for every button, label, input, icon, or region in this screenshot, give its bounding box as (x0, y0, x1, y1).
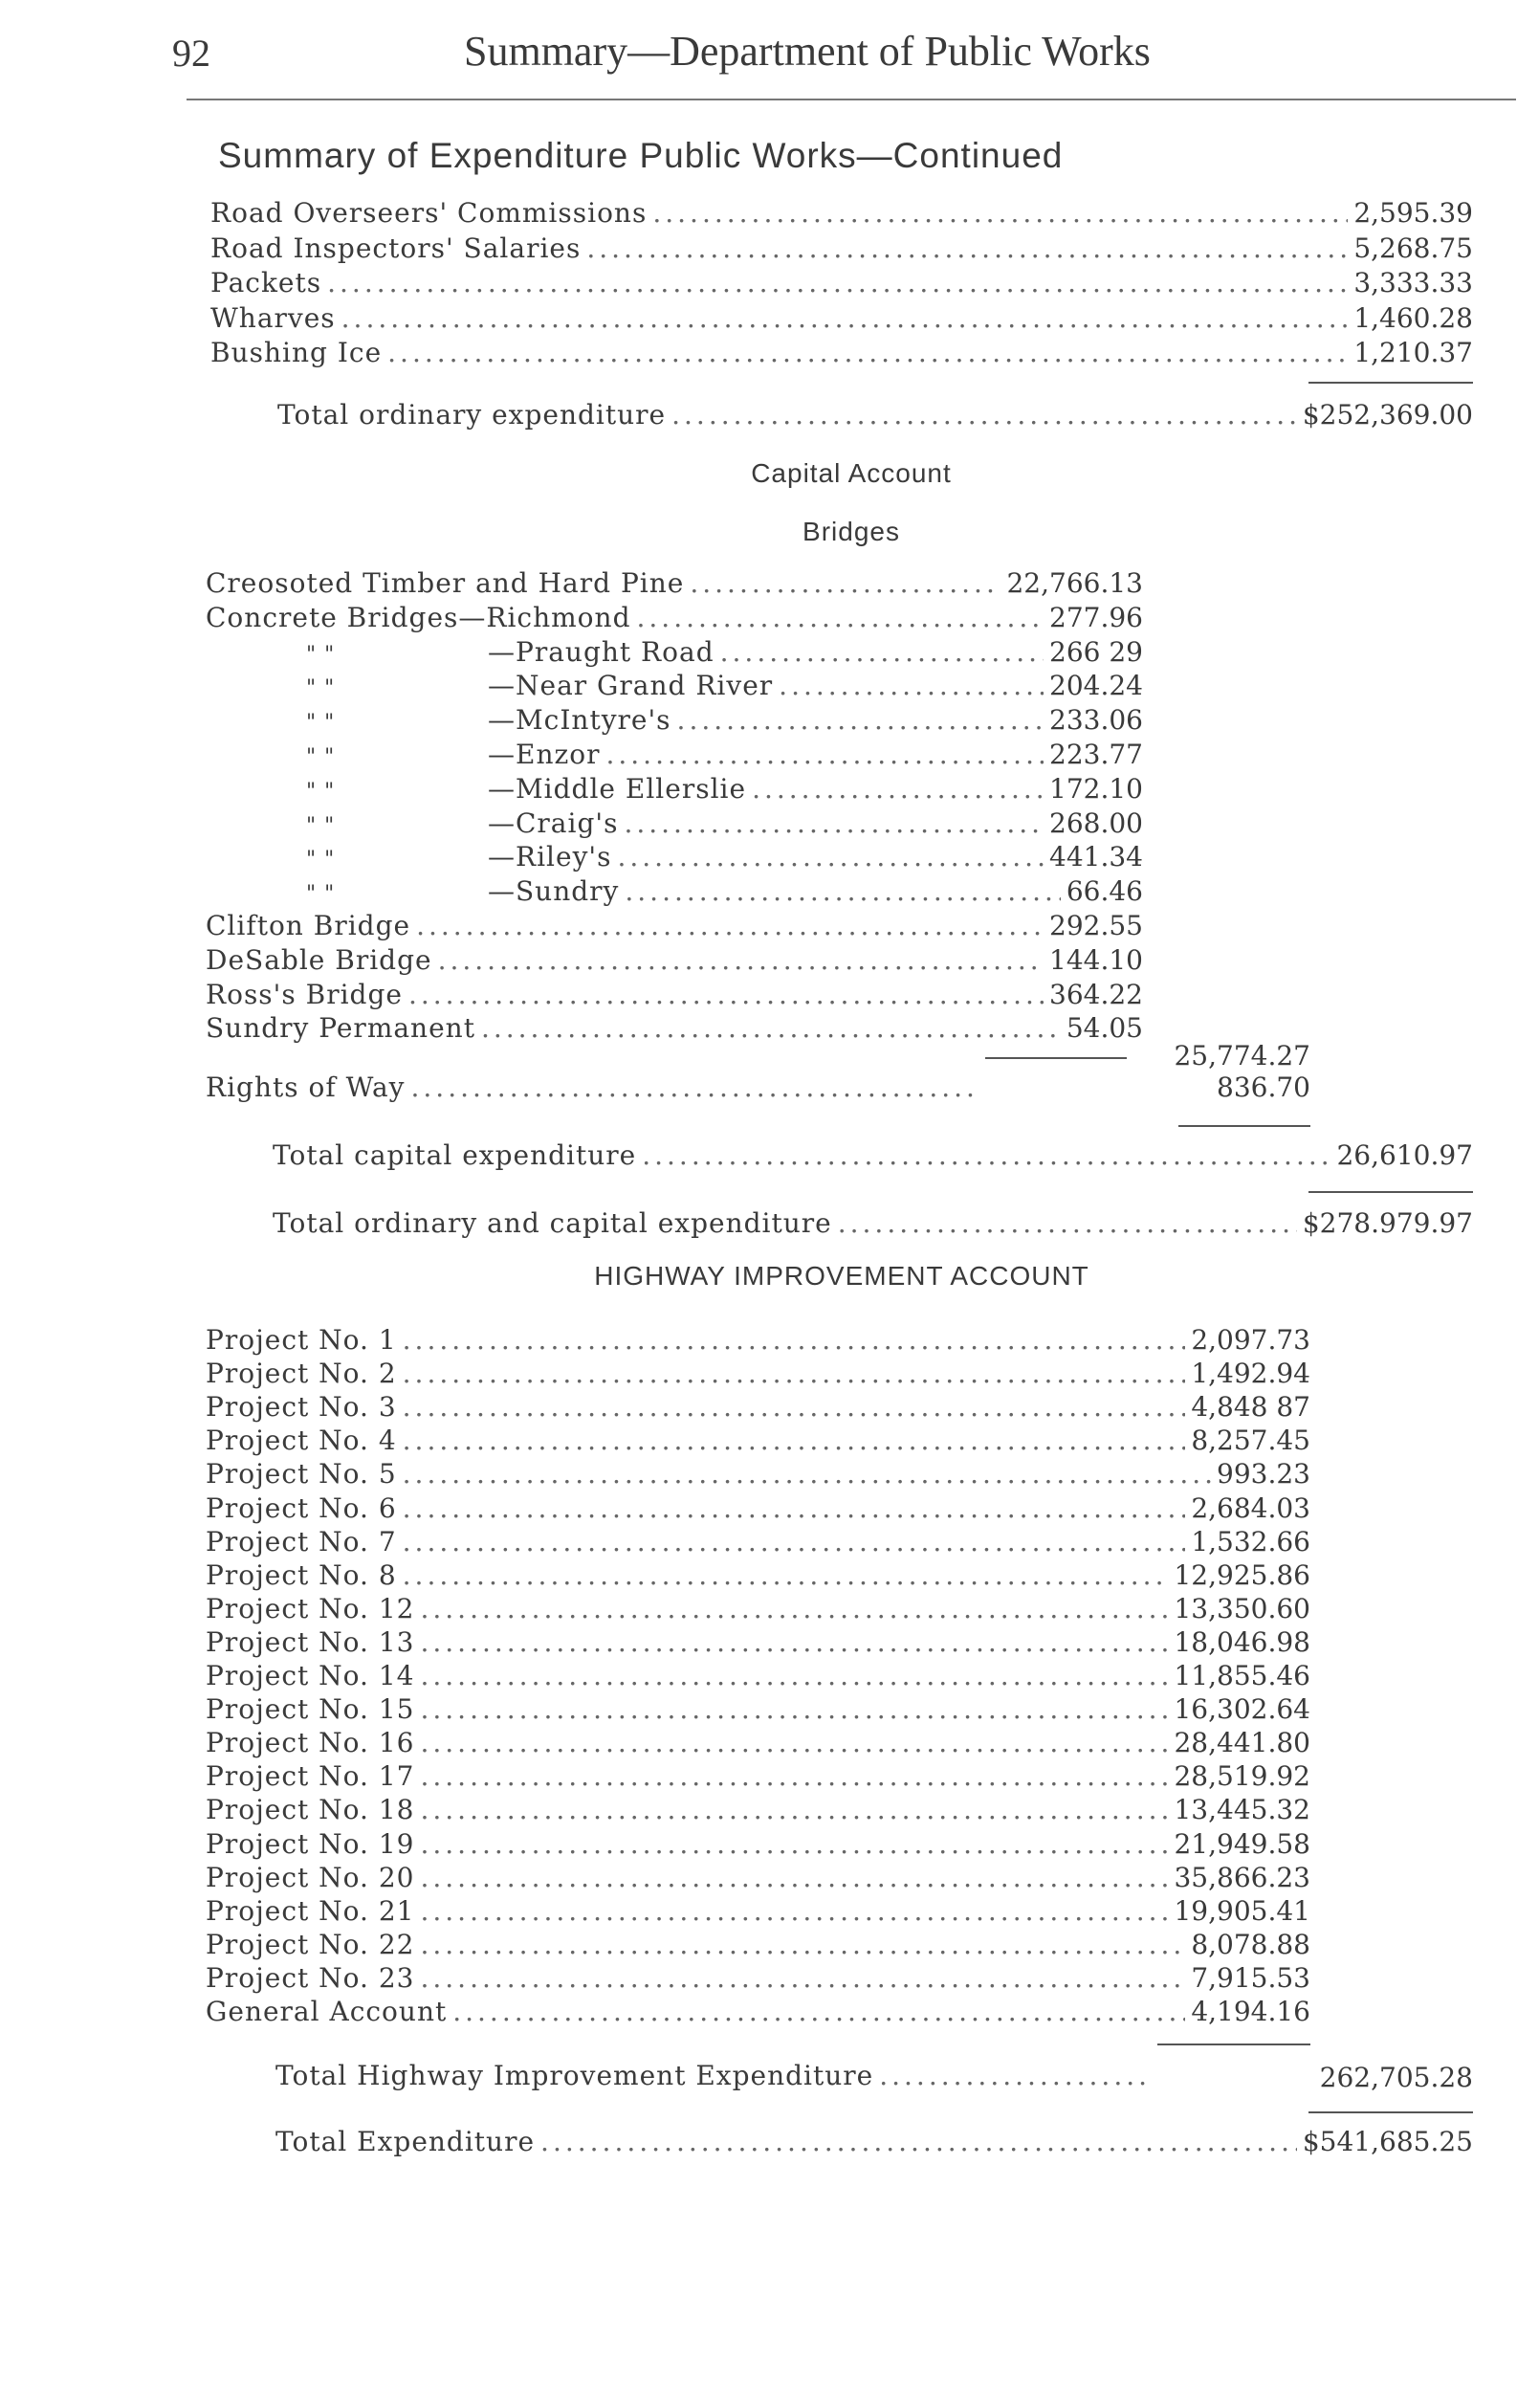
page-number: 92 (172, 32, 210, 75)
item-label: Wharves (210, 301, 336, 334)
list-item (206, 1324, 1310, 1359)
list-item (206, 1828, 1310, 1863)
item-amount: 144.10 (1049, 943, 1143, 976)
list-item (206, 1458, 1310, 1492)
page-header-title: Summary—Department of Public Works (464, 28, 1151, 75)
list-item (206, 636, 1143, 671)
leader-dots (420, 1862, 1168, 1893)
item-label: Project No. 5 (206, 1458, 397, 1491)
list-item (206, 704, 1143, 739)
item-amount: 11,855.46 (1174, 1660, 1310, 1691)
list-item (210, 302, 1473, 337)
total-ordinary-capital-row (273, 1207, 1473, 1242)
item-label: Project No. 23 (206, 1961, 415, 1994)
item-label: —Praught Road (488, 635, 715, 668)
item-label: Project No. 16 (206, 1727, 415, 1759)
list-item (206, 567, 1143, 602)
total-expenditure-amount: $541,685.25 (1302, 2126, 1473, 2157)
leader-dots (420, 1828, 1168, 1860)
item-label: —Enzor (488, 739, 601, 770)
rights-of-way-row (206, 1071, 980, 1106)
item-label: Project No. 4 (206, 1425, 397, 1457)
list-item (206, 1012, 1143, 1047)
item-label: Project No. 15 (206, 1693, 415, 1726)
list-item (210, 267, 1473, 301)
item-label: Project No. 17 (206, 1760, 415, 1793)
ditto-mark: " " (306, 848, 336, 873)
leader-dots (387, 337, 1348, 368)
leader-dots (671, 399, 1297, 431)
highway-heading: HIGHWAY IMPROVEMENT ACCOUNT (594, 1261, 1089, 1291)
item-label: —Sundry (488, 875, 620, 908)
item-amount: 364.22 (1049, 978, 1143, 1010)
leader-dots (403, 1324, 1186, 1356)
list-item (206, 670, 1143, 704)
list-item (206, 1962, 1310, 1997)
list-item (206, 944, 1143, 979)
item-amount: 8,257.45 (1191, 1425, 1310, 1457)
list-item (210, 337, 1473, 371)
leader-dots (586, 232, 1348, 264)
item-amount: 35,866.23 (1174, 1861, 1310, 1893)
ditto-mark: " " (306, 676, 336, 701)
list-item (206, 1929, 1310, 1963)
leader-dots (403, 1425, 1186, 1456)
leader-dots (420, 1660, 1168, 1691)
total-ordinary-label: Total ordinary expenditure (277, 399, 667, 431)
list-item (206, 1895, 1310, 1930)
capital-rule (1178, 1125, 1310, 1127)
list-item (206, 1794, 1310, 1828)
item-label: Project No. 22 (206, 1928, 415, 1960)
item-label: Project No. 3 (206, 1391, 397, 1424)
total-highway-label: Total Highway Improvement Expenditure (275, 2060, 874, 2091)
list-item (206, 739, 1143, 773)
list-item (210, 197, 1473, 232)
leader-dots (403, 1391, 1186, 1423)
list-item (210, 232, 1473, 267)
ditto-mark: " " (306, 779, 336, 804)
ditto-mark: " " (306, 813, 336, 838)
total-capital-label: Total capital expenditure (273, 1139, 637, 1171)
leader-dots (420, 1626, 1168, 1658)
item-amount: 8,078.88 (1191, 1928, 1310, 1960)
total-ordinary-row (277, 399, 1473, 433)
list-item (206, 1693, 1310, 1728)
leader-dots (625, 875, 1060, 907)
expenditure-rule (1308, 2111, 1473, 2113)
leader-dots (327, 267, 1348, 298)
total-capital-row (273, 1139, 1473, 1174)
ditto-mark: " " (306, 882, 336, 907)
header-rule (187, 99, 1516, 100)
item-label: Packets (210, 267, 322, 298)
list-item (206, 1358, 1310, 1392)
item-label: Creosoted Timber and Hard Pine (206, 567, 685, 599)
item-amount: 4,194.16 (1191, 1996, 1310, 2027)
item-amount: 266 29 (1049, 635, 1143, 668)
list-item (206, 602, 1143, 636)
item-label: Concrete Bridges—Richmond (206, 601, 631, 633)
leader-dots (720, 636, 1044, 668)
item-amount: 233.06 (1049, 704, 1143, 737)
leader-dots (624, 807, 1044, 839)
item-label: Road Inspectors' Salaries (210, 232, 582, 264)
leader-dots (403, 1492, 1186, 1524)
leader-dots (637, 602, 1044, 633)
item-amount: 993.23 (1217, 1458, 1310, 1491)
leader-dots (403, 1358, 1186, 1389)
leader-dots (403, 1526, 1186, 1557)
leader-dots (411, 1071, 976, 1103)
list-item (206, 1425, 1310, 1459)
item-label: Bushing Ice (210, 337, 383, 368)
list-item (206, 979, 1143, 1013)
item-amount: 1,210.37 (1353, 337, 1473, 368)
leader-dots (420, 1794, 1168, 1825)
item-label: Project No. 18 (206, 1794, 415, 1826)
item-label: Project No. 1 (206, 1324, 397, 1356)
item-amount: 18,046.98 (1174, 1625, 1310, 1658)
list-item (206, 1391, 1310, 1425)
leader-dots (420, 1727, 1168, 1758)
list-item (206, 1660, 1310, 1694)
item-label: Project No. 19 (206, 1827, 415, 1860)
ditto-mark: " " (306, 642, 336, 667)
leader-dots (652, 197, 1348, 229)
total-expenditure-row (275, 2126, 1473, 2160)
leader-dots (879, 2060, 1150, 2091)
rights-of-way-label: Rights of Way (206, 1071, 406, 1103)
list-item (206, 773, 1143, 807)
leader-dots (420, 1593, 1168, 1624)
item-amount: 223.77 (1049, 739, 1143, 770)
item-amount: 22,766.13 (1006, 567, 1143, 599)
item-amount: 2,684.03 (1191, 1491, 1310, 1524)
item-amount: 441.34 (1049, 841, 1143, 873)
item-label: Road Overseers' Commissions (210, 197, 648, 229)
item-amount: 277.96 (1049, 601, 1143, 633)
leader-dots (420, 1895, 1168, 1927)
item-amount: 1,532.66 (1191, 1525, 1310, 1557)
bridges-subtotal-rule (985, 1057, 1127, 1059)
item-label: General Account (206, 1996, 448, 2027)
item-amount: 13,350.60 (1174, 1592, 1310, 1624)
rights-of-way-amount: 836.70 (1217, 1071, 1310, 1103)
item-label: Project No. 12 (206, 1592, 415, 1624)
item-label: Sundry Permanent (206, 1012, 475, 1045)
item-label: —Craig's (488, 806, 619, 839)
item-amount: 3,333.33 (1353, 267, 1473, 298)
item-label: Project No. 8 (206, 1558, 397, 1591)
leader-dots (420, 1760, 1168, 1792)
list-item (206, 1593, 1310, 1627)
item-label: Project No. 14 (206, 1660, 415, 1691)
ordinary-capital-rule (1308, 1191, 1473, 1193)
item-amount: 13,445.32 (1174, 1794, 1310, 1826)
list-item (206, 875, 1143, 910)
leader-dots (752, 773, 1044, 805)
total-expenditure-label: Total Expenditure (275, 2126, 536, 2157)
item-label: —Riley's (488, 841, 612, 873)
highway-rule (1157, 2043, 1310, 2045)
item-amount: 204.24 (1049, 670, 1143, 702)
leader-dots (341, 302, 1349, 334)
list-item (206, 1526, 1310, 1560)
list-item (206, 1862, 1310, 1896)
list-item (206, 1492, 1310, 1527)
section-title: Summary of Expenditure Public Works—Continued (218, 136, 1064, 175)
item-amount: 2,097.73 (1191, 1324, 1310, 1356)
leader-dots (420, 1962, 1185, 1994)
item-label: Project No. 6 (206, 1491, 397, 1524)
total-ordinary-capital-amount: $278.979.97 (1302, 1207, 1473, 1239)
list-item (206, 910, 1143, 944)
total-highway-row (275, 2060, 1155, 2094)
leader-dots (617, 841, 1044, 873)
leader-dots (690, 567, 1000, 599)
item-amount: 1,460.28 (1353, 301, 1473, 334)
bridges-heading: Bridges (802, 517, 900, 546)
item-label: —McIntyre's (488, 704, 671, 737)
leader-dots (420, 1929, 1185, 1960)
leader-dots (438, 944, 1044, 976)
capital-account-heading: Capital Account (751, 458, 952, 488)
ditto-mark: " " (306, 711, 336, 736)
leader-dots (481, 1012, 1061, 1044)
leader-dots (779, 670, 1044, 701)
item-label: Project No. 13 (206, 1625, 415, 1658)
list-item (206, 841, 1143, 875)
item-amount: 21,949.58 (1174, 1827, 1310, 1860)
total-ordinary-amount: $252,369.00 (1302, 399, 1473, 431)
leader-dots (420, 1693, 1168, 1725)
total-ordinary-capital-label: Total ordinary and capital expenditure (273, 1207, 832, 1239)
leader-dots (642, 1139, 1330, 1171)
item-amount: 54.05 (1066, 1012, 1143, 1045)
item-label: DeSable Bridge (206, 943, 432, 976)
item-label: Project No. 20 (206, 1861, 415, 1893)
list-item (206, 1727, 1310, 1761)
leader-dots (540, 2126, 1297, 2157)
item-amount: 268.00 (1049, 806, 1143, 839)
item-amount: 5,268.75 (1353, 232, 1473, 264)
item-label: Project No. 21 (206, 1894, 415, 1927)
list-item (206, 1626, 1310, 1661)
list-item (206, 1760, 1310, 1795)
list-item (206, 1559, 1310, 1594)
leader-dots (838, 1207, 1297, 1239)
leader-dots (403, 1458, 1211, 1490)
item-amount: 28,519.92 (1174, 1760, 1310, 1793)
item-amount: 16,302.64 (1174, 1693, 1310, 1726)
item-amount: 7,915.53 (1191, 1961, 1310, 1994)
list-item (206, 1996, 1310, 2030)
leader-dots (677, 704, 1044, 736)
item-amount: 4,848 87 (1191, 1391, 1310, 1424)
item-amount: 292.55 (1049, 910, 1143, 941)
item-label: Project No. 7 (206, 1525, 397, 1557)
item-amount: 172.10 (1049, 772, 1143, 805)
item-amount: 28,441.80 (1174, 1727, 1310, 1759)
leader-dots (605, 739, 1044, 770)
item-amount: 12,925.86 (1174, 1558, 1310, 1591)
leader-dots (408, 979, 1044, 1010)
total-capital-amount: 26,610.97 (1336, 1139, 1473, 1171)
item-label: —Near Grand River (488, 670, 774, 702)
leader-dots (416, 910, 1044, 941)
item-amount: 66.46 (1066, 875, 1143, 908)
bridges-subtotal: 25,774.27 (1174, 1040, 1310, 1071)
item-label: Clifton Bridge (206, 910, 411, 941)
list-item (206, 807, 1143, 842)
item-amount: 19,905.41 (1174, 1894, 1310, 1927)
item-label: Project No. 2 (206, 1358, 397, 1390)
item-amount: 2,595.39 (1353, 197, 1473, 229)
leader-dots (403, 1559, 1169, 1591)
item-amount: 1,492.94 (1191, 1358, 1310, 1390)
ditto-mark: " " (306, 745, 336, 769)
ordinary-rule (1308, 382, 1473, 384)
item-label: Ross's Bridge (206, 978, 403, 1010)
total-highway-amount: 262,705.28 (1319, 2062, 1473, 2093)
item-label: —Middle Ellerslie (488, 772, 747, 805)
leader-dots (452, 1996, 1185, 2027)
